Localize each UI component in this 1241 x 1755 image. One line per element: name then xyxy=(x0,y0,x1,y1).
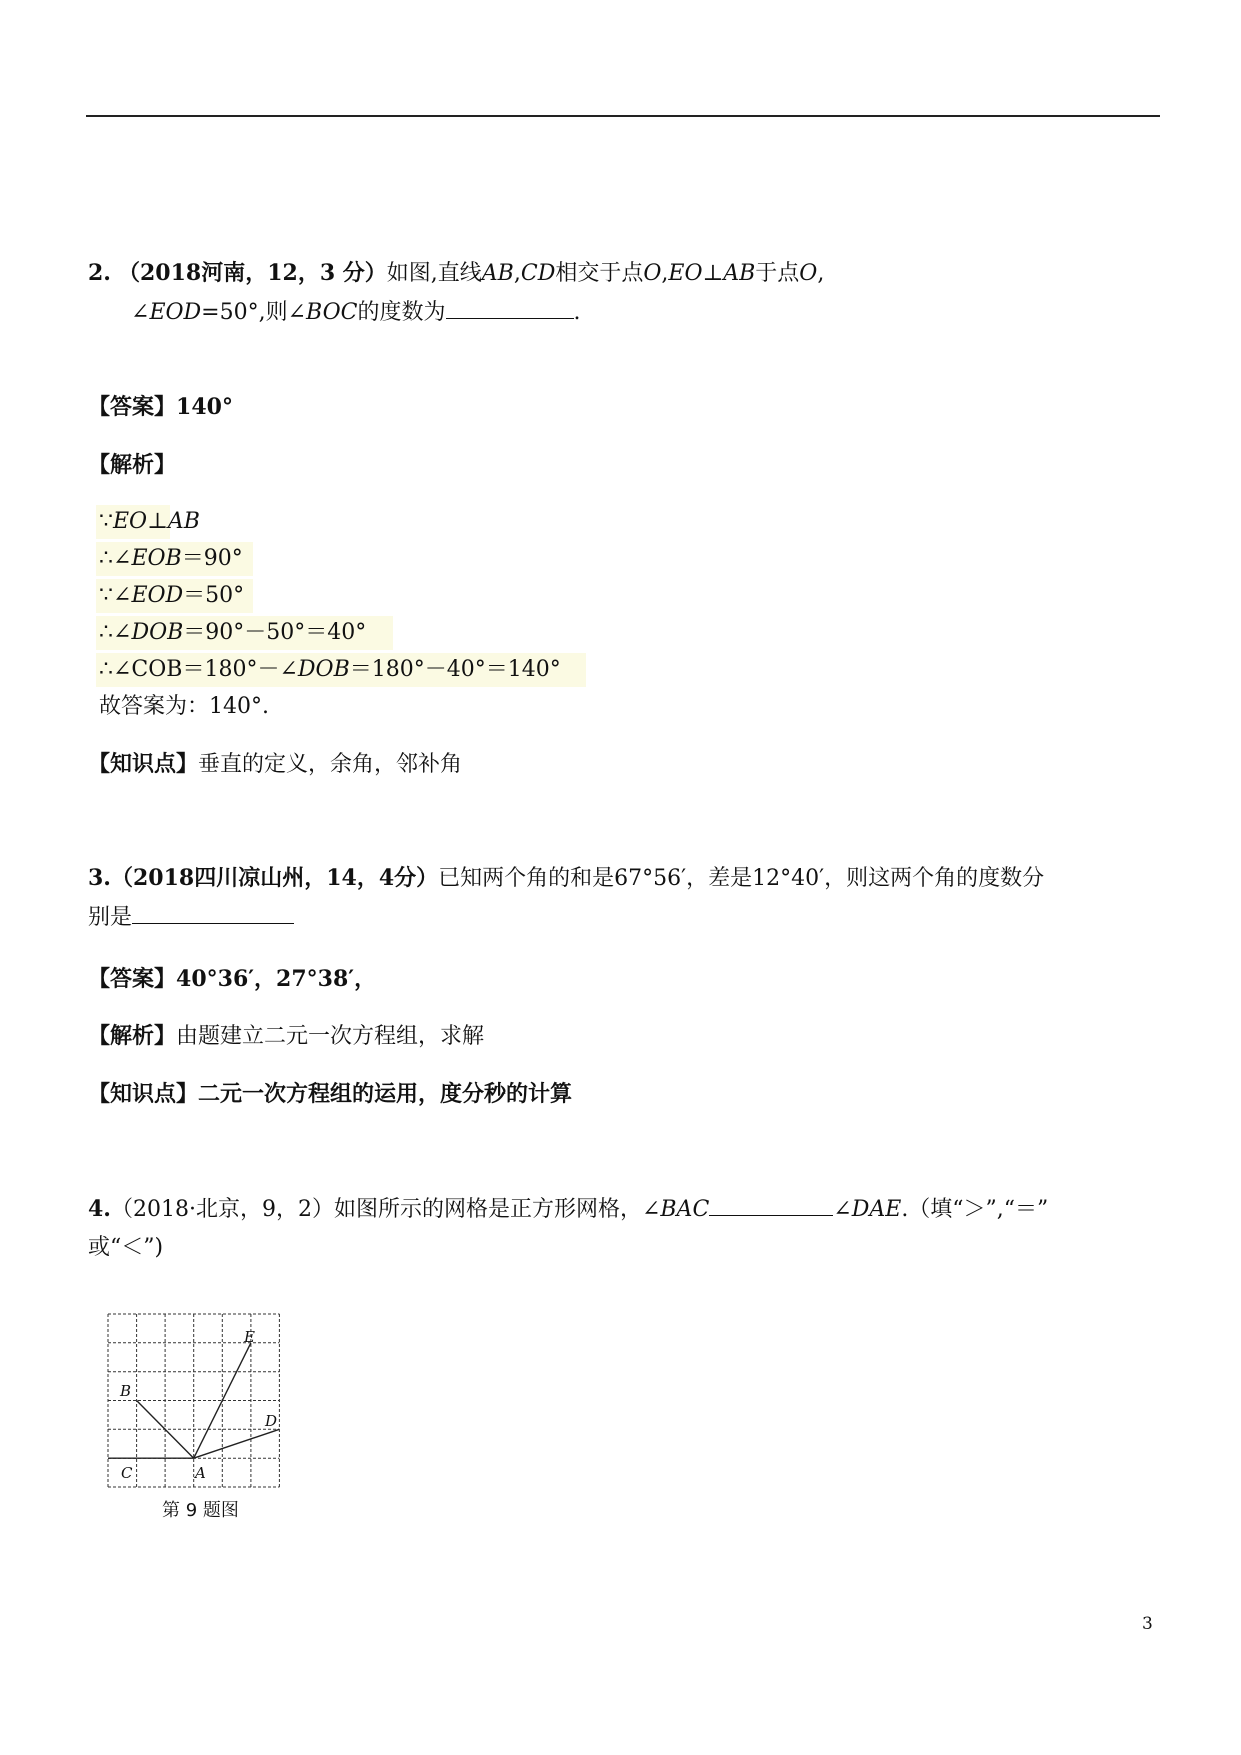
text: 已知两个角的和是67°56′，差是12°40′，则这两个角的度数分 xyxy=(438,866,1045,891)
text: ∵∠ xyxy=(99,583,132,608)
q2-line1 xyxy=(88,258,824,289)
text: 的度数为 xyxy=(357,300,446,325)
text: . xyxy=(573,300,581,325)
label-E: E xyxy=(244,1328,255,1346)
var: ∠DAE xyxy=(833,1197,902,1222)
var: EOD xyxy=(131,583,184,608)
q4-line2 xyxy=(88,1233,163,1263)
question-source: （2018河南，12，3 分） xyxy=(117,260,387,286)
knowledge-label: 【知识点】 xyxy=(88,1081,199,1107)
text: ∠ xyxy=(131,300,150,325)
text: 于点 xyxy=(755,261,800,286)
text: ∴∠ xyxy=(99,546,132,571)
label-A: A xyxy=(195,1464,206,1482)
answer-blank[interactable] xyxy=(446,296,574,319)
knowledge-label: 【知识点】 xyxy=(88,751,199,777)
var: CD xyxy=(520,261,556,286)
text: ⊥ xyxy=(147,509,168,534)
text: , xyxy=(661,261,669,286)
text: , xyxy=(513,261,521,286)
answer-label: 【答案】 xyxy=(88,966,177,992)
text: ,则∠ xyxy=(258,300,307,325)
analysis-step xyxy=(99,581,244,611)
q4-line1 xyxy=(88,1193,1048,1225)
var: EOD xyxy=(149,300,202,325)
q2-answer xyxy=(88,392,233,422)
q3-knowledge xyxy=(88,1079,572,1109)
var: DOB xyxy=(131,620,184,645)
label-D: D xyxy=(265,1412,278,1430)
text: ∴∠COB＝180°－∠ xyxy=(99,657,298,682)
text: ⊥ xyxy=(702,261,724,286)
var: O xyxy=(643,261,662,286)
text: ＝90°－50°＝40° xyxy=(183,620,367,645)
q3-line1 xyxy=(88,863,1044,894)
text: 如图,直线 xyxy=(386,261,482,286)
question-number: 3. xyxy=(88,865,111,891)
analysis-label: 【解析】 xyxy=(88,452,177,478)
text: （2018·北京，9，2）如图所示的网格是正方形网格， xyxy=(110,1197,642,1222)
analysis-step xyxy=(99,544,243,574)
text: ＝180°－40°＝140° xyxy=(349,657,561,682)
page-number: 3 xyxy=(1142,1614,1153,1634)
analysis-label: 【解析】 xyxy=(88,1023,177,1049)
text: 或“＜”) xyxy=(88,1235,164,1260)
knowledge-value: 垂直的定义，余角，邻补角 xyxy=(198,752,463,777)
text: 故答案为：140°. xyxy=(99,694,269,719)
answer-value: 40°36′，27°38′， xyxy=(176,966,377,992)
q3-analysis xyxy=(88,1021,484,1052)
analysis-step xyxy=(99,618,366,648)
text: =50° xyxy=(201,300,259,325)
analysis-conclusion xyxy=(99,692,269,722)
var: EO xyxy=(113,509,148,534)
label-B: B xyxy=(120,1382,132,1400)
var: AB xyxy=(723,261,756,286)
var: O xyxy=(799,261,818,286)
var: BOC xyxy=(306,300,358,325)
analysis-step xyxy=(99,507,200,537)
question-number: 4. xyxy=(88,1196,111,1222)
text: 相交于点 xyxy=(555,261,644,286)
var: AB xyxy=(481,261,514,286)
figure-caption: 第 9 题图 xyxy=(162,1500,239,1521)
analysis-value: 由题建立二元一次方程组，求解 xyxy=(176,1024,485,1049)
var: AB xyxy=(167,509,200,534)
text: , xyxy=(817,261,825,286)
answer-label: 【答案】 xyxy=(88,394,177,420)
q3-answer xyxy=(88,964,376,994)
label-C: C xyxy=(121,1464,133,1482)
q2-analysis-label xyxy=(88,450,176,480)
q2-knowledge xyxy=(88,749,462,780)
answer-blank[interactable] xyxy=(132,901,294,924)
header-rule xyxy=(86,115,1160,117)
text: ∴∠ xyxy=(99,620,132,645)
analysis-step xyxy=(99,655,561,685)
var: DOB xyxy=(297,657,350,682)
text: ＝50° xyxy=(183,583,245,608)
question-source: （2018四川凉山州，14，4分） xyxy=(110,865,439,891)
answer-value: 140° xyxy=(176,394,233,420)
var: ∠BAC xyxy=(641,1197,710,1222)
question-number: 2. xyxy=(88,260,111,286)
var: EOB xyxy=(131,546,182,571)
text: .（填“＞”,“＝” xyxy=(901,1197,1049,1222)
text: 别是 xyxy=(88,905,133,930)
var: EO xyxy=(668,261,703,286)
text: ∵ xyxy=(99,509,113,534)
q2-line2 xyxy=(131,296,581,328)
knowledge-value: 二元一次方程组的运用，度分秒的计算 xyxy=(198,1081,573,1107)
answer-blank[interactable] xyxy=(709,1193,833,1216)
q3-line2 xyxy=(88,901,294,933)
text: ＝90° xyxy=(181,546,243,571)
